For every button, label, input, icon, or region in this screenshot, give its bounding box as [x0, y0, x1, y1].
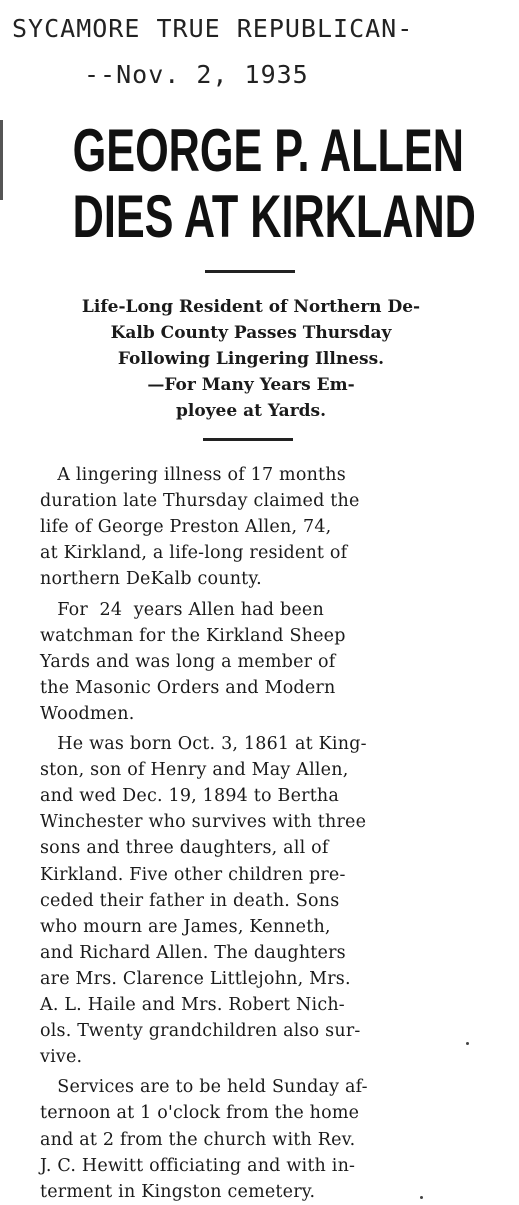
body-line: A. L. Haile and Mrs. Robert Nich-	[40, 995, 345, 1015]
body-line: at Kirkland, a life-long resident of	[40, 543, 348, 564]
body-line: Woodmen.	[40, 703, 135, 724]
body-line: duration late Thursday claimed the	[40, 491, 360, 512]
body-line: A lingering illness of 17 months	[40, 465, 346, 485]
body-line: life of George Preston Allen, 74,	[40, 517, 332, 538]
divider-rule	[203, 438, 293, 441]
body-line: J. C. Hewitt officiating and with in-	[40, 1155, 356, 1176]
body-line: are Mrs. Clarence Littlejohn, Mrs.	[40, 968, 351, 989]
subhead-line: Life-Long Resident of Northern De-	[81, 297, 421, 317]
body-line: Yards and was long a member of	[40, 651, 336, 672]
clipping-edge	[0, 120, 3, 200]
body-line: vive.	[40, 1047, 83, 1068]
masthead-source: SYCAMORE TRUE REPUBLICAN-	[12, 14, 414, 43]
body-line: ternoon at 1 o'clock from the home	[40, 1103, 360, 1124]
body-line: Services are to be held Sunday af-	[40, 1077, 368, 1098]
subhead-line: Kalb County Passes Thursday	[110, 323, 392, 343]
body-line: and wed Dec. 19, 1894 to Bertha	[40, 786, 340, 807]
body-line: terment in Kingston cemetery.	[40, 1181, 316, 1202]
print-speck	[466, 1042, 469, 1045]
body-line: watchman for the Kirkland Sheep	[40, 625, 346, 646]
body-line: and at 2 from the church with Rev.	[40, 1129, 356, 1150]
subhead-line: ployee at Yards.	[175, 401, 327, 421]
body-line: who mourn are James, Kenneth,	[40, 916, 331, 937]
body-line: the Masonic Orders and Modern	[40, 677, 336, 698]
body-line: ceded their father in death. Sons	[40, 890, 340, 911]
subhead-line: —For Many Years Em-	[147, 375, 355, 395]
body-line: sons and three daughters, all of	[40, 838, 329, 859]
headline-line-1: GEORGE P. ALLEN	[72, 117, 464, 184]
subhead-line: Following Lingering Illness.	[117, 349, 385, 369]
body-line: For 24 years Allen had been	[40, 599, 324, 620]
print-speck	[420, 1196, 423, 1199]
body-line: ols. Twenty grandchildren also sur-	[40, 1021, 361, 1042]
body-line: Kirkland. Five other children pre-	[40, 864, 346, 885]
headline-line-2: DIES AT KIRKLAND	[72, 183, 476, 250]
body-line: Winchester who survives with three	[40, 812, 367, 833]
body-line: ston, son of Henry and May Allen,	[40, 760, 349, 781]
body-line: northern DeKalb county.	[40, 569, 262, 590]
masthead-date: --Nov. 2, 1935	[84, 60, 309, 89]
divider-rule	[205, 270, 295, 273]
body-line: and Richard Allen. The daughters	[40, 942, 346, 963]
body-line: He was born Oct. 3, 1861 at King-	[40, 734, 367, 754]
